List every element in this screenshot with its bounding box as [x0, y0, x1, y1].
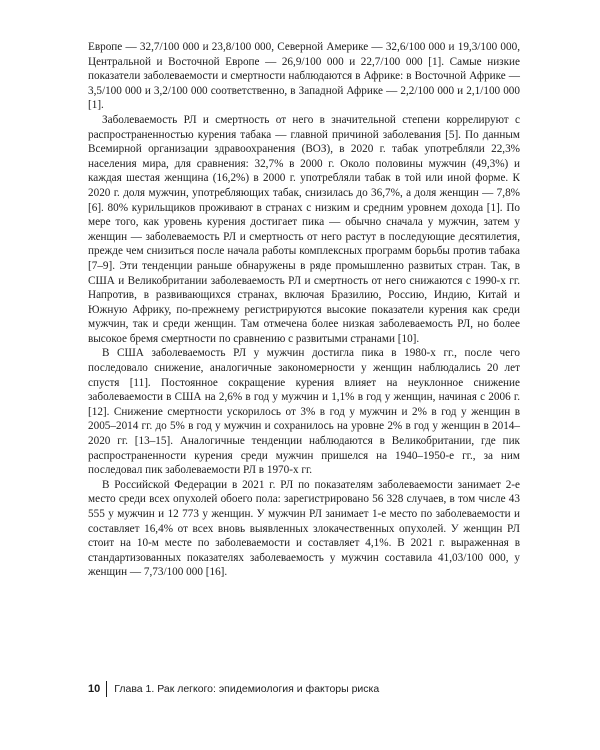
paragraph-3: В США заболеваемость РЛ у мужчин достигла пика в 1980-х гг., после чего последовало снижение, аналогичные закономерности у женщин наблюдались 20 лет спустя [11]. Постоянное сокращение курения влияет на неуклонное снижение заболеваемости в США на 2,6% в год у мужчин и 1,1% в год у женщин, начиная с 2006 г. [12]. Снижение смертности ускорилось от 3% в год у мужчин и 2% в год у женщин в 2005–2014 гг. до 5% в год у мужчин и сохранилось на уровне 2% в год у женщин в 2014–2020 гг. [13–15]. Аналогичные тенденции наблюдаются в Великобритании, где пик распространенности курения среди мужчин пришелся на 1940–1950-е гг., за ним последовал пик заболеваемости РЛ в 1970-х гг.	[88, 347, 520, 477]
page-footer	[88, 681, 379, 697]
paragraph-2: Заболеваемость РЛ и смертность от него в значительной степени коррелируют с распространенностью курения табака — главной причиной заболевания [5]. По данным Всемирной организации здравоохранения (ВОЗ), в 2020 г. табак употребляли 22,3% населения мира, для сравнения: 32,7% в 2000 г. Около половины мужчин (49,3%) и каждая шестая женщина (16,2%) в 2000 г. употребляли табак в той или иной форме. К 2020 г. доля мужчин, употребляющих табак, снизилась до 36,7%, а доля женщин — 7,8% [6]. 80% курильщиков проживают в странах с низким и средним уровнем дохода [1]. По мере того, как уровень курения достигает пика — обычно сначала у мужчин, затем у женщин — заболеваемость РЛ и смертность от него растут в последующие десятилетия, прежде чем снизиться после начала работы комплексных программ борьбы против табака [7–9]. Эти тенденции раньше обнаружены в ряде промышленно развитых стран. Так, в США и Великобритании заболеваемость РЛ и смертность от него снижаются с 1990-х гг. Напротив, в развивающихся странах, включая Бразилию, Россию, Индию, Китай и Южную Африку, по-прежнему регистрируются высокие показатели курения как среди мужчин, так и среди женщин. Там отмечена более низкая заболеваемость РЛ, но более высокое бремя смертности по сравнению с развитыми странами [10].	[88, 113, 520, 345]
page-body	[88, 40, 520, 580]
paragraph-4: В Российской Федерации в 2021 г. РЛ по показателям заболеваемости занимает 2-е место среди всех опухолей обоего пола: зарегистрировано 56 328 случаев, в том числе 43 555 у мужчин и 12 773 у женщин. У мужчин РЛ занимает 1-е место по заболеваемости и составляет 16,4% от всех вновь выявленных злокачественных опухолей. У женщин РЛ стоит на 10-м месте по заболеваемости и составляет 4,1%. В 2021 г. выраженная в стандартизованных показателях заболеваемость у мужчин составила 41,03/100 000, у женщин — 7,73/100 000 [16].	[88, 478, 520, 579]
running-chapter-title: Глава 1. Рак легкого: эпидемиология и факторы риска	[114, 683, 380, 695]
paragraph-1: Европе — 32,7/100 000 и 23,8/100 000, Северной Америке — 32,6/100 000 и 19,3/100 000, Центральной и Восточной Европе — 26,9/100 000 и 22,7/100 000 [1]. Самые низкие показатели заболеваемости и смертности наблюдаются в Африке: в Восточной Африке — 3,5/100 000 и 3,2/100 000 соответственно, в Западной Африке — 2,2/100 000 и 2,1/100 000 [1].	[88, 41, 520, 112]
page-number: 10	[88, 683, 101, 695]
footer-divider	[106, 681, 107, 697]
